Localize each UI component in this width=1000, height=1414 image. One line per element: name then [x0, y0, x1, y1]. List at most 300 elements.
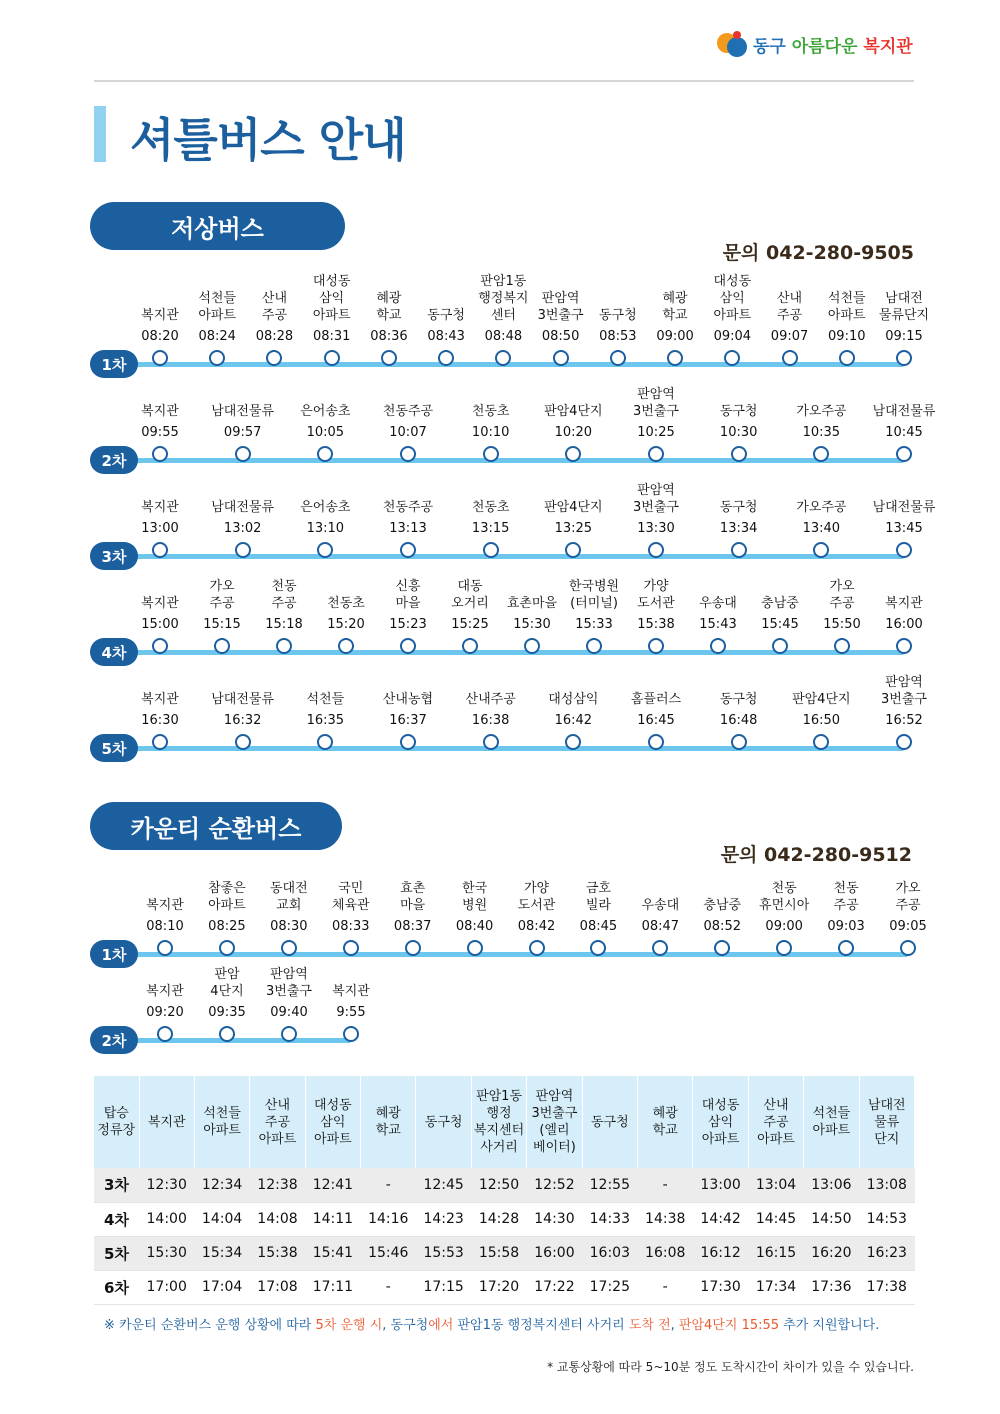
- stop-dot-icon: [648, 638, 664, 654]
- table-cell: 13:00: [693, 1168, 748, 1202]
- route-stop: [783, 692, 859, 734]
- table-cell: 14:23: [416, 1202, 471, 1236]
- table-cell: 17:15: [416, 1270, 471, 1304]
- table-cell: 14:16: [361, 1202, 416, 1236]
- stop-name: 은어송초: [300, 404, 351, 419]
- timetable-header-cell: 산내 주공 아파트: [748, 1076, 803, 1168]
- stop-time: 09:00: [765, 919, 803, 934]
- stop-time: 09:10: [828, 329, 866, 344]
- table-row: [94, 1236, 915, 1270]
- stop-time: 16:38: [471, 713, 510, 728]
- stop-time: 15:30: [513, 617, 551, 632]
- table-cell: 17:25: [582, 1270, 637, 1304]
- stop-name: 효촌마을: [506, 596, 558, 611]
- route-stop: [783, 404, 859, 446]
- table-cell: 12:38: [250, 1168, 305, 1202]
- stop-name: 복지관: [146, 898, 184, 913]
- route-low-floor-4: [90, 579, 923, 666]
- stop-time: 16:32: [223, 713, 262, 728]
- stop-name: 남대전물류: [872, 500, 936, 515]
- stop-name: 천동초: [471, 500, 510, 515]
- table-cell: 14:30: [527, 1202, 582, 1236]
- stop-name: 한국 병원: [462, 881, 488, 913]
- stop-time: 15:45: [761, 617, 799, 632]
- stop-dot-icon: [276, 638, 292, 654]
- route-stop: [122, 692, 198, 734]
- stop-dot-icon: [586, 638, 602, 654]
- stop-name: 판암역 3번출구: [266, 967, 312, 999]
- table-cell: 14:53: [859, 1202, 914, 1236]
- stop-time: 13:10: [306, 521, 345, 536]
- timetable-header-cell: 대성동 삼익 아파트: [305, 1076, 360, 1168]
- stop-time: 09:05: [889, 919, 927, 934]
- table-cell: 15:30: [139, 1236, 194, 1270]
- stop-name: 석천들 아파트: [198, 291, 237, 323]
- stop-name: 혜광 학교: [376, 291, 402, 323]
- route-line: [130, 650, 904, 655]
- table-cell: 17:08: [250, 1270, 305, 1304]
- stop-name: 천동 주공: [271, 579, 297, 611]
- stop-dot-icon: [152, 350, 168, 366]
- route-badge: 1차: [90, 350, 138, 378]
- page-title: 셔틀버스 안내: [130, 113, 406, 167]
- table-cell: 12:41: [305, 1168, 360, 1202]
- timetable-header-cell: 산내 주공 아파트: [250, 1076, 305, 1168]
- stop-time: 16:48: [719, 713, 758, 728]
- route-stop: [866, 675, 942, 734]
- stop-time: 16:00: [885, 617, 923, 632]
- stop-dot-icon: [343, 940, 359, 956]
- table-cell: 15:58: [471, 1236, 526, 1270]
- stop-dot-icon: [324, 350, 340, 366]
- stop-dot-icon: [381, 350, 397, 366]
- stop-name: 대성동 삼익 아파트: [713, 274, 752, 323]
- stop-time: 16:45: [637, 713, 675, 728]
- stop-name: 남대전물류: [211, 404, 275, 419]
- stop-dot-icon: [152, 446, 168, 462]
- table-cell: 15:38: [250, 1236, 305, 1270]
- table-cell: -: [638, 1270, 693, 1304]
- stop-time: 15:38: [637, 617, 675, 632]
- timetable: [94, 1076, 915, 1305]
- stop-name: 산내농협: [382, 692, 434, 707]
- route-stop: [370, 500, 446, 542]
- stop-dot-icon: [834, 638, 850, 654]
- route-badge: 2차: [90, 446, 138, 474]
- route-low-floor-2: [90, 387, 936, 474]
- timetable-header-cell: 석천들 아파트: [194, 1076, 249, 1168]
- timetable-header-cell: 대성동 삼익 아파트: [693, 1076, 748, 1168]
- route-stop: [535, 404, 611, 446]
- timetable-header-cell: 동구청: [582, 1076, 637, 1168]
- stop-time: 09:57: [223, 425, 262, 440]
- logo-icon: [715, 27, 749, 61]
- table-cell: 15:46: [361, 1236, 416, 1270]
- stop-name: 충남중: [761, 596, 799, 611]
- stop-time: 10:20: [554, 425, 593, 440]
- table-cell: 17:00: [139, 1270, 194, 1304]
- table-cell: 16:23: [859, 1236, 914, 1270]
- table-cell: 16:20: [804, 1236, 859, 1270]
- stop-time: 15:25: [451, 617, 489, 632]
- route-county-1: [90, 881, 927, 968]
- stop-time: 13:25: [554, 521, 593, 536]
- stop-time: 10:45: [885, 425, 923, 440]
- stop-time: 13:00: [141, 521, 179, 536]
- stop-name: 남대전물류: [211, 500, 275, 515]
- route-stop: [870, 881, 946, 940]
- stop-time: 16:52: [885, 713, 923, 728]
- route-badge: 1차: [90, 940, 138, 968]
- route-stop: [205, 692, 281, 734]
- table-cell: 14:33: [582, 1202, 637, 1236]
- timetable-header-cell: 혜광 학교: [361, 1076, 416, 1168]
- stop-name: 효촌 마을: [400, 881, 426, 913]
- stop-name: 남대전물류: [872, 404, 936, 419]
- stop-name: 복지관: [885, 596, 923, 611]
- stop-time: 09:20: [146, 1005, 184, 1020]
- route-stop: [618, 387, 694, 446]
- table-row: [94, 1202, 915, 1236]
- route-stop: [701, 692, 777, 734]
- stop-time: 08:42: [517, 919, 556, 934]
- stop-name: 대동 오거리: [451, 579, 489, 611]
- route-stop: [866, 596, 942, 638]
- stop-dot-icon: [343, 1026, 359, 1042]
- stop-name: 은어송초: [300, 500, 351, 515]
- stop-name: 참좋은 아파트: [208, 881, 246, 913]
- stop-dot-icon: [235, 542, 251, 558]
- stop-dot-icon: [235, 446, 251, 462]
- table-cell: 14:04: [194, 1202, 249, 1236]
- route-stop: [618, 692, 694, 734]
- timetable-header-cell: 석천들 아파트: [804, 1076, 859, 1168]
- route-low-floor-5: [90, 675, 927, 762]
- stop-dot-icon: [405, 940, 421, 956]
- stop-name: 혜광 학교: [662, 291, 688, 323]
- stop-dot-icon: [553, 350, 569, 366]
- stop-name: 산내 주공: [261, 291, 288, 323]
- stop-name: 판암1동 행정복지 센터: [478, 274, 529, 323]
- table-cell: 17:38: [859, 1270, 914, 1304]
- stop-dot-icon: [648, 734, 664, 750]
- stop-name: 석천들 아파트: [827, 291, 866, 323]
- table-cell: 14:50: [804, 1202, 859, 1236]
- stop-name: 천동주공: [382, 500, 434, 515]
- stop-dot-icon: [648, 542, 664, 558]
- stop-time: 08:53: [599, 329, 637, 344]
- note-traffic: * 교통상황에 따라 5~10분 정도 도착시간이 차이가 있을 수 있습니다.: [547, 1360, 914, 1374]
- stop-name: 복지관: [141, 404, 179, 419]
- table-row: [94, 1270, 915, 1304]
- stop-time: 08:36: [370, 329, 408, 344]
- stop-time: 10:30: [719, 425, 758, 440]
- stop-time: 09:15: [885, 329, 923, 344]
- stop-name: 가오주공: [796, 404, 847, 419]
- stop-name: 대성삼익: [548, 692, 599, 707]
- stop-time: 13:15: [471, 521, 510, 536]
- route-stop: [122, 404, 198, 446]
- table-cell: 12:55: [582, 1168, 637, 1202]
- table-cell: 12:50: [471, 1168, 526, 1202]
- route-stop: [866, 291, 942, 350]
- table-cell: 12:30: [139, 1168, 194, 1202]
- stop-dot-icon: [524, 638, 540, 654]
- stop-name: 가오 주공: [209, 579, 235, 611]
- route-low-floor-1: [90, 274, 930, 378]
- stop-time: 09:04: [713, 329, 752, 344]
- stop-dot-icon: [219, 940, 235, 956]
- stop-name: 천동초: [327, 596, 365, 611]
- stop-name: 판암역 3번출구: [537, 291, 584, 323]
- table-cell: 17:30: [693, 1270, 748, 1304]
- stop-time: 15:50: [823, 617, 861, 632]
- table-cell: 13:06: [804, 1168, 859, 1202]
- table-cell: 12:45: [416, 1168, 471, 1202]
- stop-name: 복지관: [332, 984, 370, 999]
- route-stop: [205, 404, 281, 446]
- stop-name: 판암4단지: [544, 404, 603, 419]
- contact-county: 문의 042-280-9512: [720, 844, 912, 866]
- title-accent-bar: [94, 106, 106, 162]
- table-cell: -: [361, 1270, 416, 1304]
- stop-dot-icon: [731, 446, 747, 462]
- stop-name: 가양 도서관: [637, 579, 675, 611]
- stop-time: 13:13: [389, 521, 427, 536]
- stop-dot-icon: [219, 1026, 235, 1042]
- stop-name: 동구청: [427, 308, 465, 323]
- stop-dot-icon: [235, 734, 251, 750]
- stop-dot-icon: [896, 542, 912, 558]
- stop-name: 남대전물류: [211, 692, 275, 707]
- stop-name: 신흥 마을: [395, 579, 421, 611]
- timetable-header-cell: 혜광 학교: [638, 1076, 693, 1168]
- stop-dot-icon: [400, 446, 416, 462]
- table-cell: 14:08: [250, 1202, 305, 1236]
- route-badge: 5차: [90, 734, 138, 762]
- stop-time: 08:37: [393, 919, 432, 934]
- stop-time: 10:25: [637, 425, 675, 440]
- stop-dot-icon: [338, 638, 354, 654]
- stop-name: 판암역 3번출구: [881, 675, 927, 707]
- timetable-header-cell: 탑승 정류장: [94, 1076, 139, 1168]
- stop-time: 09:00: [656, 329, 694, 344]
- stop-time: 15:33: [575, 617, 613, 632]
- row-label: 6차: [94, 1270, 139, 1304]
- route-badge: 2차: [90, 1026, 138, 1054]
- route-stop: [618, 483, 694, 542]
- stop-name: 판암4단지: [544, 500, 603, 515]
- stop-dot-icon: [731, 734, 747, 750]
- stop-time: 08:25: [208, 919, 246, 934]
- stop-name: 천동 주공: [833, 881, 859, 913]
- stop-dot-icon: [400, 734, 416, 750]
- table-cell: 14:00: [139, 1202, 194, 1236]
- table-cell: 17:22: [527, 1270, 582, 1304]
- table-row: [94, 1168, 915, 1202]
- stop-time: 08:24: [198, 329, 236, 344]
- table-cell: -: [638, 1168, 693, 1202]
- section-title-county: 카운티 순환버스: [90, 802, 342, 850]
- stop-dot-icon: [838, 940, 854, 956]
- route-stop: [866, 404, 942, 446]
- stop-time: 9:55: [336, 1005, 366, 1020]
- stop-time: 08:43: [427, 329, 465, 344]
- stop-time: 08:28: [255, 329, 294, 344]
- timetable-header-row: [94, 1076, 915, 1168]
- stop-time: 13:40: [802, 521, 841, 536]
- stop-dot-icon: [710, 638, 726, 654]
- stop-dot-icon: [281, 940, 297, 956]
- stop-dot-icon: [400, 542, 416, 558]
- route-stop: [370, 404, 446, 446]
- table-cell: 14:28: [471, 1202, 526, 1236]
- stop-dot-icon: [667, 350, 683, 366]
- stop-dot-icon: [900, 940, 916, 956]
- stop-time: 08:52: [703, 919, 741, 934]
- stop-time: 10:35: [802, 425, 841, 440]
- route-stop: [287, 500, 363, 542]
- stop-time: 09:55: [141, 425, 179, 440]
- stop-dot-icon: [462, 638, 478, 654]
- route-stop: [453, 500, 529, 542]
- stop-dot-icon: [152, 638, 168, 654]
- stop-time: 15:23: [389, 617, 427, 632]
- stop-dot-icon: [157, 1026, 173, 1042]
- stop-name: 가오 주공: [829, 579, 855, 611]
- stop-dot-icon: [529, 940, 545, 956]
- stop-name: 동구청: [719, 404, 758, 419]
- stop-dot-icon: [483, 734, 499, 750]
- stop-dot-icon: [610, 350, 626, 366]
- table-cell: 14:45: [748, 1202, 803, 1236]
- stop-dot-icon: [731, 542, 747, 558]
- stop-time: 09:40: [270, 1005, 308, 1020]
- stop-time: 09:07: [770, 329, 809, 344]
- table-cell: 14:11: [305, 1202, 360, 1236]
- stop-time: 08:10: [146, 919, 184, 934]
- stop-time: 09:35: [208, 1005, 246, 1020]
- table-cell: 14:42: [693, 1202, 748, 1236]
- stop-time: 08:30: [270, 919, 308, 934]
- table-cell: 17:04: [194, 1270, 249, 1304]
- stop-name: 가오주공: [796, 500, 847, 515]
- stop-name: 충남중: [703, 898, 742, 913]
- stop-time: 15:00: [141, 617, 179, 632]
- stop-name: 가양 도서관: [517, 881, 556, 913]
- stop-name: 우송대: [699, 596, 737, 611]
- route-badge: 3차: [90, 542, 138, 570]
- stop-name: 천동 휴먼시아: [759, 881, 810, 913]
- stop-dot-icon: [896, 638, 912, 654]
- timetable-header-cell: 동구청: [416, 1076, 471, 1168]
- stop-dot-icon: [896, 734, 912, 750]
- stop-dot-icon: [281, 1026, 297, 1042]
- stop-time: 08:40: [455, 919, 494, 934]
- stop-name: 산내주공: [465, 692, 516, 707]
- stop-dot-icon: [648, 446, 664, 462]
- stop-time: 10:07: [389, 425, 427, 440]
- header-divider: [94, 80, 914, 82]
- table-cell: 16:08: [638, 1236, 693, 1270]
- table-cell: 12:34: [194, 1168, 249, 1202]
- stop-dot-icon: [896, 446, 912, 462]
- stop-dot-icon: [467, 940, 483, 956]
- stop-time: 15:18: [265, 617, 303, 632]
- stop-name: 산내 주공: [776, 291, 803, 323]
- route-stop: [453, 692, 529, 734]
- table-cell: 17:36: [804, 1270, 859, 1304]
- stop-name: 남대전 물류단지: [878, 291, 930, 323]
- table-cell: 17:20: [471, 1270, 526, 1304]
- stop-dot-icon: [483, 446, 499, 462]
- table-cell: 16:15: [748, 1236, 803, 1270]
- note-county-extra: ※ 카운티 순환버스 운행 상황에 따라 5차 운행 시, 동구청에서 판암1동 행정복지센터 사거리 도착 전, 판암4단지 15:55 추가 지원합니다.: [104, 1318, 880, 1333]
- stop-name: 대성동 삼익 아파트: [312, 274, 351, 323]
- stop-name: 판암 4단지: [210, 967, 244, 999]
- stop-name: 천동주공: [382, 404, 434, 419]
- stop-dot-icon: [839, 350, 855, 366]
- logo: [715, 26, 913, 62]
- stop-time: 15:20: [327, 617, 365, 632]
- stop-name: 석천들: [306, 692, 345, 707]
- timetable-header-cell: 판암역 3번출구 (엘리 베이터): [527, 1076, 582, 1168]
- stop-name: 국민 체육관: [331, 881, 370, 913]
- stop-name: 판암4단지: [792, 692, 851, 707]
- stop-name: 판암역 3번출구: [633, 483, 679, 515]
- stop-time: 08:47: [641, 919, 680, 934]
- stop-time: 15:43: [699, 617, 737, 632]
- stop-dot-icon: [483, 542, 499, 558]
- stop-time: 08:31: [312, 329, 351, 344]
- route-badge: 4차: [90, 638, 138, 666]
- logo-text: 동구 아름다운 복지관: [753, 36, 913, 57]
- route-stop: [701, 500, 777, 542]
- stop-name: 가오 주공: [895, 881, 921, 913]
- route-stop: [783, 500, 859, 542]
- timetable-header-cell: 판암1동 행정 복지센터 사거리: [471, 1076, 526, 1168]
- row-label: 5차: [94, 1236, 139, 1270]
- stop-name: 천동초: [471, 404, 510, 419]
- stop-dot-icon: [152, 734, 168, 750]
- stop-name: 동구청: [719, 500, 758, 515]
- stop-time: 16:37: [389, 713, 427, 728]
- table-cell: 16:03: [582, 1236, 637, 1270]
- stop-time: 10:05: [306, 425, 345, 440]
- route-stop: [453, 404, 529, 446]
- stop-name: 복지관: [146, 984, 184, 999]
- stop-time: 16:50: [802, 713, 841, 728]
- stop-time: 08:45: [579, 919, 618, 934]
- row-label: 3차: [94, 1168, 139, 1202]
- stop-name: 복지관: [141, 596, 179, 611]
- table-cell: 13:04: [748, 1168, 803, 1202]
- table-cell: 17:11: [305, 1270, 360, 1304]
- stop-time: 16:30: [141, 713, 179, 728]
- stop-name: 금호 빌라: [585, 881, 611, 913]
- table-cell: 16:00: [527, 1236, 582, 1270]
- route-stop: [866, 500, 942, 542]
- stop-time: 13:45: [885, 521, 923, 536]
- stop-name: 판암역 3번출구: [633, 387, 679, 419]
- route-stop: [370, 692, 446, 734]
- route-line: [130, 952, 908, 957]
- route-stop: [535, 500, 611, 542]
- stop-time: 08:33: [332, 919, 370, 934]
- stop-dot-icon: [782, 350, 798, 366]
- timetable-header-cell: 남대전 물류 단지: [859, 1076, 914, 1168]
- stop-time: 13:30: [637, 521, 675, 536]
